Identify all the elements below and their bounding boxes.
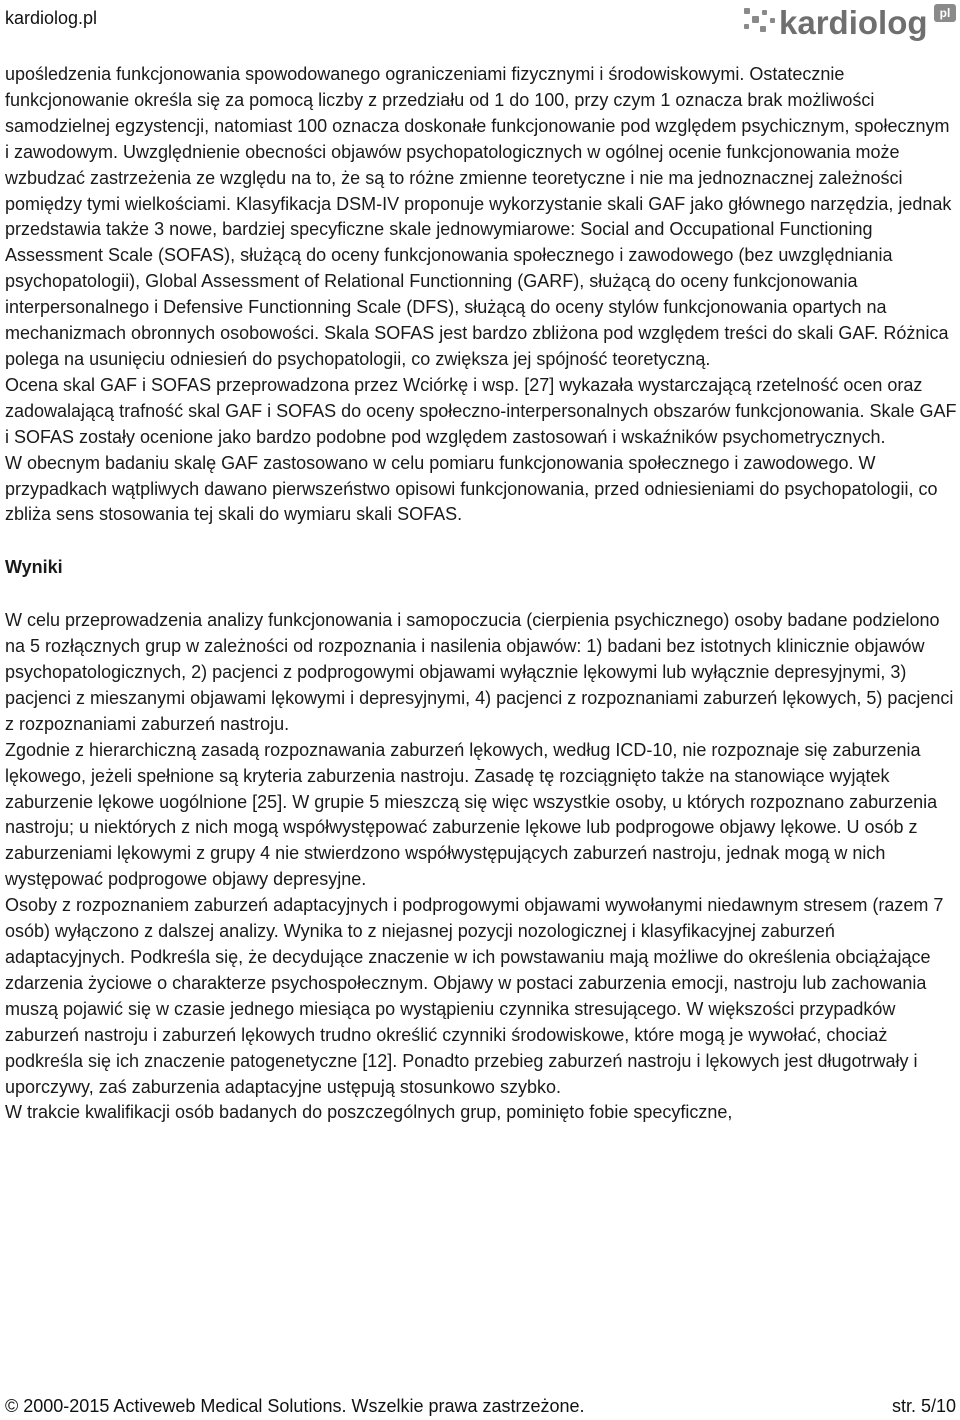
paragraph-gaf-application: W obecnym badaniu skalę GAF zastosowano w celu pomiaru funkcjonowania społecznego i zawodowego. W przypadkach wątpliwych dawano pierwszeństwo opisowi funkcjonowania, przed odniesieniami do psychopatologii, co zbliża sens stosowania tej skali do wymiaru skali SOFAS. [5,452,938,525]
logo-wordmark: kardiolog [779,4,928,41]
article-content [5,62,957,1126]
footer-page-number: str. 5/10 [891,1396,956,1416]
paragraph-group-division: W celu przeprowadzenia analizy funkcjonowania i samopoczucia (cierpienia psychicznego) osoby badane podzielono na 5 rozłącznych grup w zależności od rozpoznania i nasilenia objawów: 1) badani bez istotnych klinicznie objawów psychopatologicznych, 2) pacjenci z podprogowymi objawami wyłącznie lękowymi lub wyłącznie depresyjnymi, 3) pacjenci z mieszanymi objawami lękowymi i depresyjnymi, 4) pacjenci z rozpoznaniami zaburzeń lękowych, 5) pacjenci z rozpoznaniami zaburzeń nastroju. [5,610,954,734]
paragraph-scale-description: upośledzenia funkcjonowania spowodowanego ograniczeniami fizycznymi i środowiskowymi. Ostatecznie funkcjonowanie określa się za pomocą liczby z przedziału od 1 do 100, przy czym 1 oznacza brak możliwości samodzielnej egzystencji, natomiast 100 oznacza doskonałe funkcjonowanie pod względem psychicznym, społecznym i zawodowym. Uwzględnienie obecności objawów psychopatologicznych w ogólnej ocenie funkcjonowania może wzbudzać zastrzeżenia ze względu na to, że są to różne zmienne teoretyczne i nie ma jednoznacznej zależności pomiędzy tymi wielkościami. Klasyfikacja DSM-IV proponuje wykorzystanie skali GAF jako głównego narzędzia, jednak przedstawia także 3 nowe, bardziej specyficzne skale jednowymiarowe: Social and Occupational Functioning Assessment Scale (SOFAS), służącą do oceny funkcjonowania społecznego i zawodowego (bez uwzględniania psychopatologii), Global Assessment of Relational Functionning (GARF), służącą do oceny funkcjonowania interpersonalnego i Defensive Functionning Scale (DFS), służącą do oceny stylów funkcjonowania opartych na mechanizmach obronnych osobowości. Skala SOFAS jest bardzo zbliżona pod względem treści do skali GAF. Różnica polega na usunięciu odniesień do psychopatologii, co zwiększa jej spójność teoretyczną. [5,64,952,369]
footer-copyright: © 2000-2015 Activeweb Medical Solutions. Wszelkie prawa zastrzeżone. [5,1396,585,1416]
paragraph-adaptation-disorders: Osoby z rozpoznaniem zaburzeń adaptacyjnych i podprogowymi objawami wywołanymi niedawnym stresem (razem 7 osób) wyłączono z dalszej analizy. Wynika to z niejasnej pozycji nozologicznej i klasyfikacyjnej zaburzeń adaptacyjnych. Podkreśla się, że decydujące znaczenie w ich powstawaniu mają możliwe do określenia obciążające zdarzenia życiowe o charakterze psychospołecznym. Objawy w postaci zaburzenia emocji, nastroju lub zachowania muszą pojawić się w czasie jednego miesiąca po wystąpieniu czynnika stresującego. W większości przypadków zaburzeń nastroju i zaburzeń lękowych trudno określić czynniki środowiskowe, które mogą je wywołać, chociaż podkreśla się ich znaczenie patogenetyczne [12]. Ponadto przebieg zaburzeń nastroju i lękowych jest długotrwały i uporczywy, zaś zaburzenia adaptacyjne ustępują stosunkowo szybko. [5,895,944,1097]
paragraph-qualification: W trakcie kwalifikacji osób badanych do poszczególnych grup, pominięto fobie specyficzne, [5,1102,733,1123]
logo-dots-icon [744,8,775,32]
kardiolog-logo [738,0,960,44]
logo-badge: pl [939,6,951,20]
site-name: kardiolog.pl [5,8,98,28]
section-heading-results: Wyniki [5,557,63,578]
paragraph-gaf-sofas-evaluation: Ocena skal GAF i SOFAS przeprowadzona przez Wciórkę i wsp. [27] wykazała wystarczającą rzetelność ocen oraz zadowalającą trafność skal GAF i SOFAS do oceny społeczno-interpersonalnych obszarów funkcjonowania. Skale GAF i SOFAS zostały ocenione jako bardzo podobne pod względem zastosowań i wskaźników psychometrycznych. [5,374,957,447]
paragraph-hierarchical-rule: Zgodnie z hierarchiczną zasadą rozpoznawania zaburzeń lękowych, według ICD-10, nie rozpoznaje się zaburzenia lękowego, jeżeli spełnione są kryteria zaburzenia nastroju. Zasadę tę rozciągnięto także na stanowiące wyjątek zaburzenie lękowe uogólnione [25]. W grupie 5 mieszczą się więc wszystkie osoby, u których rozpoznano zaburzenia nastroju; u niektórych z nich mogą współwystępować zaburzenie lękowe lub podprogowe objawy lękowe. U osób z zaburzeniami lękowymi z grupy 4 nie stwierdzono współwystępujących zaburzeń nastroju, jednak mogą w nich występować podprogowe objawy depresyjne. [5,739,938,890]
